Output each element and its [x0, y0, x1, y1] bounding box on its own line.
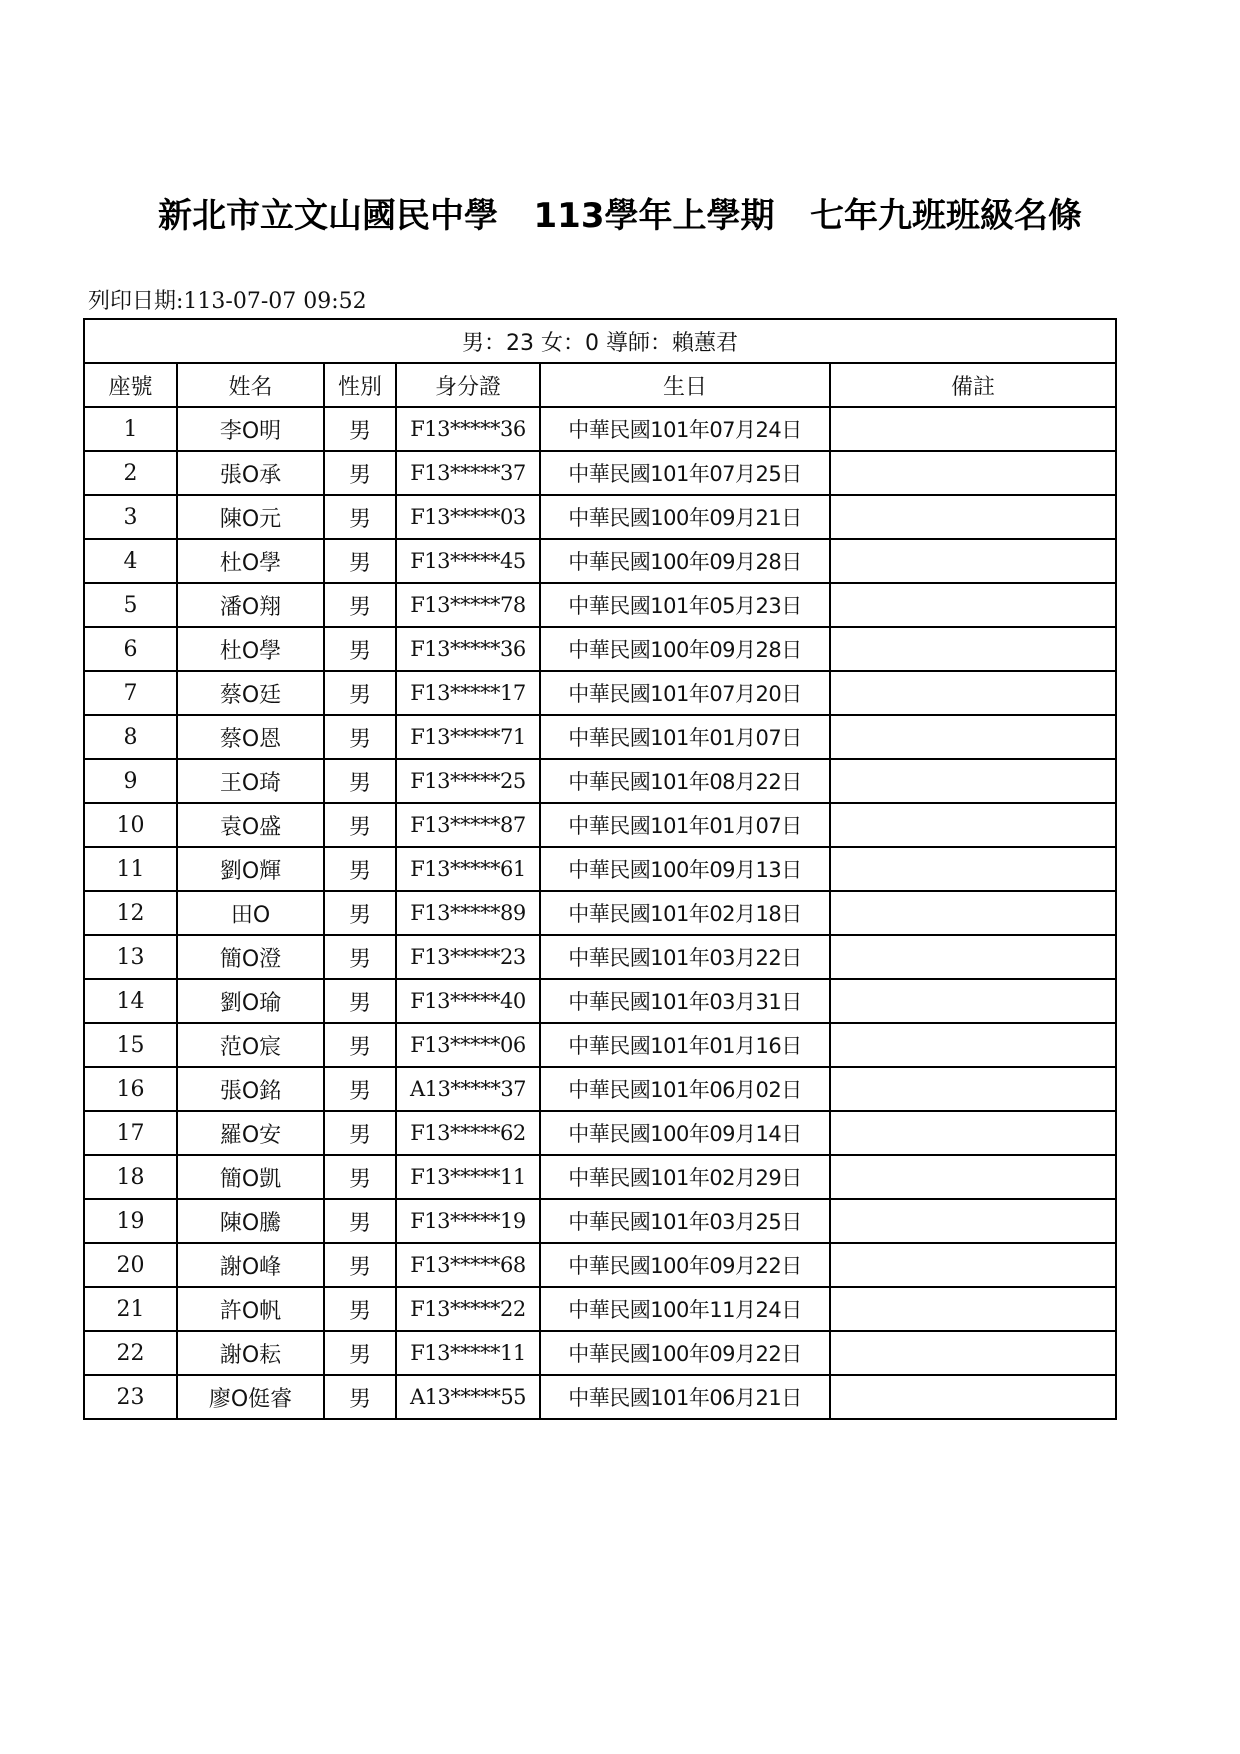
note-cell	[830, 1243, 1116, 1287]
summary-row	[84, 319, 1116, 363]
roster-body	[84, 407, 1116, 1419]
name-cell: 張O銘	[177, 1067, 324, 1111]
id-cell: F13*****89	[396, 891, 540, 935]
gender-cell: 男	[324, 1287, 396, 1331]
table-row	[84, 715, 1116, 759]
gender-cell: 男	[324, 583, 396, 627]
print-date: 列印日期:113-07-07 09:52	[88, 289, 367, 314]
gender-cell: 男	[324, 1067, 396, 1111]
seat-cell: 23	[84, 1375, 177, 1419]
name-cell: 袁O盛	[177, 803, 324, 847]
id-cell: A13*****37	[396, 1067, 540, 1111]
name-cell: 許O帆	[177, 1287, 324, 1331]
seat-cell: 8	[84, 715, 177, 759]
note-cell	[830, 759, 1116, 803]
note-cell	[830, 627, 1116, 671]
seat-cell: 16	[84, 1067, 177, 1111]
gender-cell: 男	[324, 451, 396, 495]
table-row	[84, 847, 1116, 891]
id-cell: F13*****62	[396, 1111, 540, 1155]
seat-cell: 17	[84, 1111, 177, 1155]
id-cell: F13*****11	[396, 1155, 540, 1199]
gender-cell: 男	[324, 979, 396, 1023]
name-cell: 陳O元	[177, 495, 324, 539]
table-row	[84, 979, 1116, 1023]
birthday-cell: 中華民國101年03月22日	[540, 935, 830, 979]
id-cell: F13*****87	[396, 803, 540, 847]
header-row	[84, 363, 1116, 407]
birthday-cell: 中華民國101年07月20日	[540, 671, 830, 715]
birthday-cell: 中華民國101年01月07日	[540, 715, 830, 759]
id-cell: F13*****40	[396, 979, 540, 1023]
note-cell	[830, 1023, 1116, 1067]
birthday-cell: 中華民國101年03月25日	[540, 1199, 830, 1243]
seat-cell: 10	[84, 803, 177, 847]
table-row	[84, 495, 1116, 539]
table-row	[84, 1243, 1116, 1287]
birthday-cell: 中華民國101年08月22日	[540, 759, 830, 803]
table-row	[84, 539, 1116, 583]
note-cell	[830, 1375, 1116, 1419]
birthday-cell: 中華民國101年01月16日	[540, 1023, 830, 1067]
gender-cell: 男	[324, 407, 396, 451]
name-cell: 簡O澄	[177, 935, 324, 979]
name-cell: 潘O翔	[177, 583, 324, 627]
birthday-cell: 中華民國101年06月02日	[540, 1067, 830, 1111]
seat-cell: 20	[84, 1243, 177, 1287]
note-cell	[830, 803, 1116, 847]
id-cell: F13*****25	[396, 759, 540, 803]
birthday-cell: 中華民國101年07月24日	[540, 407, 830, 451]
table-row	[84, 891, 1116, 935]
gender-cell: 男	[324, 1111, 396, 1155]
note-cell	[830, 539, 1116, 583]
note-cell	[830, 583, 1116, 627]
seat-cell: 4	[84, 539, 177, 583]
id-cell: F13*****68	[396, 1243, 540, 1287]
note-cell	[830, 979, 1116, 1023]
id-cell: F13*****17	[396, 671, 540, 715]
note-cell	[830, 407, 1116, 451]
gender-cell: 男	[324, 671, 396, 715]
gender-cell: 男	[324, 1199, 396, 1243]
birthday-cell: 中華民國101年06月21日	[540, 1375, 830, 1419]
table-row	[84, 1067, 1116, 1111]
gender-cell: 男	[324, 715, 396, 759]
table-row	[84, 803, 1116, 847]
birthday-cell: 中華民國101年02月29日	[540, 1155, 830, 1199]
id-cell: F13*****78	[396, 583, 540, 627]
table-row	[84, 583, 1116, 627]
seat-cell: 22	[84, 1331, 177, 1375]
seat-cell: 5	[84, 583, 177, 627]
gender-cell: 男	[324, 1375, 396, 1419]
name-cell: 劉O瑜	[177, 979, 324, 1023]
note-cell	[830, 715, 1116, 759]
id-cell: A13*****55	[396, 1375, 540, 1419]
gender-cell: 男	[324, 803, 396, 847]
name-cell: 廖O侹睿	[177, 1375, 324, 1419]
seat-cell: 3	[84, 495, 177, 539]
seat-cell: 6	[84, 627, 177, 671]
term-label: 113學年上學期	[533, 196, 775, 236]
seat-cell: 15	[84, 1023, 177, 1067]
table-row	[84, 1111, 1116, 1155]
name-cell: 劉O輝	[177, 847, 324, 891]
class-summary: 男：23 女：0 導師：賴蕙君	[84, 319, 1116, 363]
birthday-cell: 中華民國101年02月18日	[540, 891, 830, 935]
seat-cell: 9	[84, 759, 177, 803]
name-cell: 羅O安	[177, 1111, 324, 1155]
id-cell: F13*****45	[396, 539, 540, 583]
name-cell: 王O琦	[177, 759, 324, 803]
id-cell: F13*****11	[396, 1331, 540, 1375]
table-row	[84, 759, 1116, 803]
seat-cell: 21	[84, 1287, 177, 1331]
header-name: 姓名	[177, 363, 324, 407]
note-cell	[830, 847, 1116, 891]
table-row	[84, 1155, 1116, 1199]
name-cell: 田O	[177, 891, 324, 935]
gender-cell: 男	[324, 759, 396, 803]
table-row	[84, 1199, 1116, 1243]
gender-cell: 男	[324, 847, 396, 891]
birthday-cell: 中華民國101年07月25日	[540, 451, 830, 495]
id-cell: F13*****23	[396, 935, 540, 979]
seat-cell: 19	[84, 1199, 177, 1243]
seat-cell: 11	[84, 847, 177, 891]
note-cell	[830, 1199, 1116, 1243]
note-cell	[830, 671, 1116, 715]
header-birthday: 生日	[540, 363, 830, 407]
id-cell: F13*****06	[396, 1023, 540, 1067]
note-cell	[830, 1287, 1116, 1331]
table-row	[84, 407, 1116, 451]
table-row	[84, 451, 1116, 495]
id-cell: F13*****22	[396, 1287, 540, 1331]
id-cell: F13*****36	[396, 407, 540, 451]
birthday-cell: 中華民國101年05月23日	[540, 583, 830, 627]
gender-cell: 男	[324, 539, 396, 583]
document-title	[0, 188, 1240, 237]
seat-cell: 14	[84, 979, 177, 1023]
table-row	[84, 1375, 1116, 1419]
birthday-cell: 中華民國100年09月28日	[540, 627, 830, 671]
name-cell: 杜O學	[177, 539, 324, 583]
id-cell: F13*****71	[396, 715, 540, 759]
name-cell: 謝O峰	[177, 1243, 324, 1287]
header-gender: 性別	[324, 363, 396, 407]
name-cell: 謝O耘	[177, 1331, 324, 1375]
birthday-cell: 中華民國101年03月31日	[540, 979, 830, 1023]
seat-cell: 7	[84, 671, 177, 715]
table-row	[84, 1331, 1116, 1375]
id-cell: F13*****19	[396, 1199, 540, 1243]
gender-cell: 男	[324, 495, 396, 539]
name-cell: 蔡O廷	[177, 671, 324, 715]
birthday-cell: 中華民國100年09月13日	[540, 847, 830, 891]
id-cell: F13*****36	[396, 627, 540, 671]
table-row	[84, 935, 1116, 979]
table-row	[84, 671, 1116, 715]
school-name: 新北市立文山國民中學	[157, 196, 498, 236]
note-cell	[830, 891, 1116, 935]
id-cell: F13*****61	[396, 847, 540, 891]
seat-cell: 2	[84, 451, 177, 495]
name-cell: 范O宸	[177, 1023, 324, 1067]
class-list-label: 七年九班班級名條	[810, 196, 1082, 236]
name-cell: 杜O學	[177, 627, 324, 671]
gender-cell: 男	[324, 891, 396, 935]
note-cell	[830, 451, 1116, 495]
note-cell	[830, 935, 1116, 979]
name-cell: 李O明	[177, 407, 324, 451]
birthday-cell: 中華民國100年09月22日	[540, 1331, 830, 1375]
note-cell	[830, 1331, 1116, 1375]
gender-cell: 男	[324, 627, 396, 671]
seat-cell: 12	[84, 891, 177, 935]
name-cell: 陳O騰	[177, 1199, 324, 1243]
birthday-cell: 中華民國100年09月21日	[540, 495, 830, 539]
name-cell: 張O承	[177, 451, 324, 495]
table-row	[84, 627, 1116, 671]
note-cell	[830, 1155, 1116, 1199]
id-cell: F13*****37	[396, 451, 540, 495]
seat-cell: 1	[84, 407, 177, 451]
class-roster-table	[83, 318, 1117, 1420]
name-cell: 蔡O恩	[177, 715, 324, 759]
birthday-cell: 中華民國100年11月24日	[540, 1287, 830, 1331]
birthday-cell: 中華民國100年09月14日	[540, 1111, 830, 1155]
name-cell: 簡O凱	[177, 1155, 324, 1199]
gender-cell: 男	[324, 1155, 396, 1199]
header-note: 備註	[830, 363, 1116, 407]
gender-cell: 男	[324, 1023, 396, 1067]
birthday-cell: 中華民國101年01月07日	[540, 803, 830, 847]
header-id: 身分證	[396, 363, 540, 407]
id-cell: F13*****03	[396, 495, 540, 539]
note-cell	[830, 495, 1116, 539]
gender-cell: 男	[324, 1243, 396, 1287]
birthday-cell: 中華民國100年09月28日	[540, 539, 830, 583]
header-seat: 座號	[84, 363, 177, 407]
note-cell	[830, 1111, 1116, 1155]
table-row	[84, 1023, 1116, 1067]
birthday-cell: 中華民國100年09月22日	[540, 1243, 830, 1287]
gender-cell: 男	[324, 1331, 396, 1375]
seat-cell: 18	[84, 1155, 177, 1199]
seat-cell: 13	[84, 935, 177, 979]
table-row	[84, 1287, 1116, 1331]
note-cell	[830, 1067, 1116, 1111]
gender-cell: 男	[324, 935, 396, 979]
